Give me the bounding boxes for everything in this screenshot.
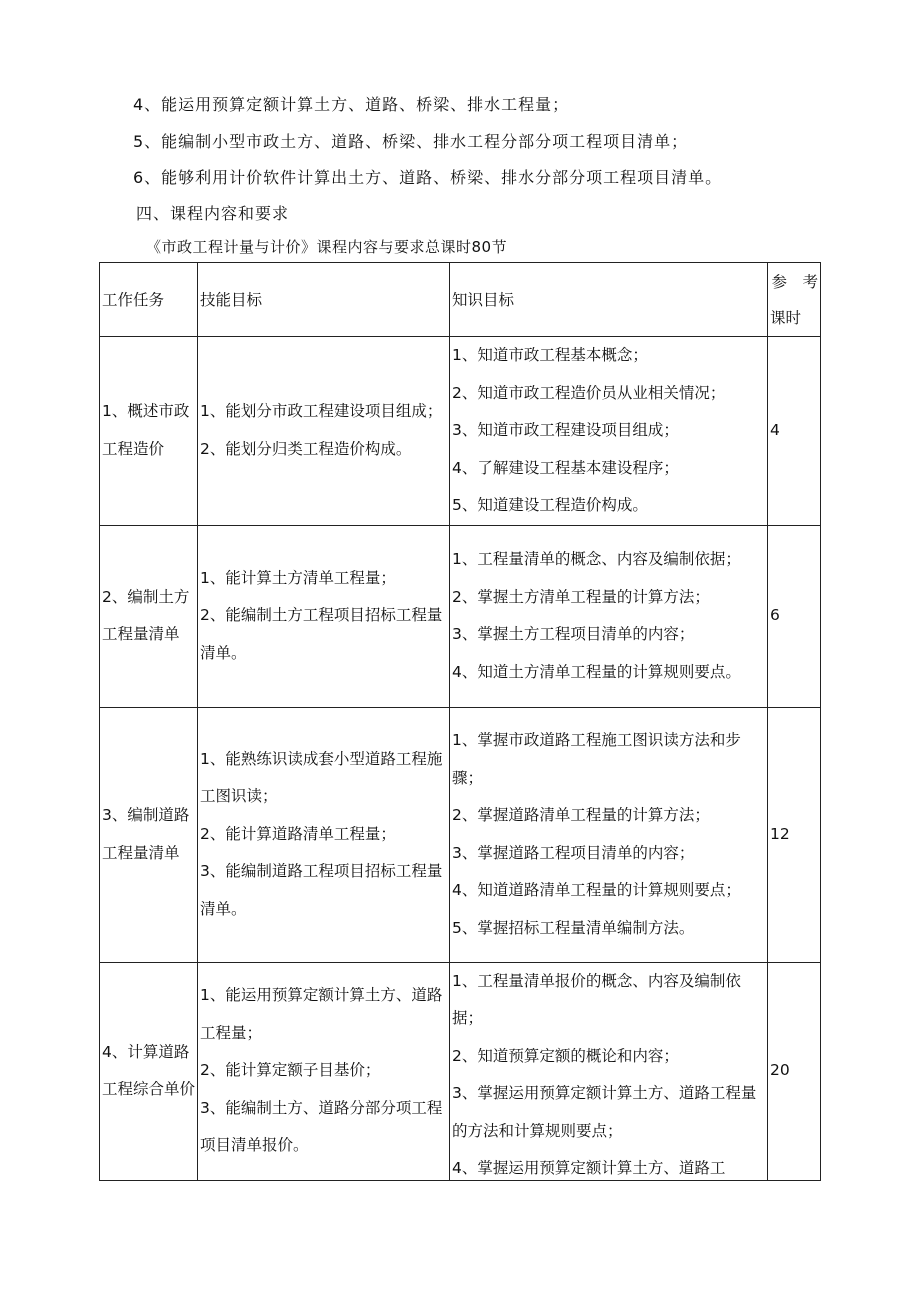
header-skill: 技能目标 [198,263,450,337]
knowledge-item: 2、知道市政工程造价员从业相关情况； [452,383,726,402]
skill-item: 1、能熟练识读成套小型道路工程施工图识读； [200,749,443,806]
knowledge-item: 3、掌握运用预算定额计算土方、道路工程量的方法和计算规则要点； [452,1084,757,1140]
hours-cell: 12 [768,707,821,962]
skill-item: 1、能计算土方清单工程量； [200,568,396,587]
skill-item: 3、能编制道路工程项目招标工程量清单。 [200,862,443,918]
table-row [100,525,821,707]
knowledge-item: 3、掌握土方工程项目清单的内容； [452,625,695,643]
knowledge-cell [450,707,768,962]
intro-item-6: 6、能够利用计价软件计算出土方、道路、桥梁、排水分部分项工程项目清单。 [133,168,723,187]
section-heading: 四、课程内容和要求 [136,204,290,223]
knowledge-item: 2、掌握道路清单工程量的计算方法； [452,806,710,824]
task-cell: 4、计算道路工程综合单价 [100,962,198,1180]
knowledge-item: 1、掌握市政道路工程施工图识读方法和步骤； [452,731,741,787]
header-knowledge: 知识目标 [450,263,768,337]
table-row [100,962,821,1180]
course-content-table [99,262,821,1181]
header-hours-line2: 课时 [770,308,802,327]
knowledge-item: 2、知道预算定额的概论和内容； [452,1046,679,1065]
skills-cell [198,525,450,707]
knowledge-cell [450,525,768,707]
intro-item-4: 4、能运用预算定额计算土方、道路、桥梁、排水工程量； [133,95,570,114]
knowledge-item: 1、工程量清单报价的概念、内容及编制依据； [452,971,741,1027]
skills-cell [198,337,450,526]
knowledge-item: 4、知道道路清单工程量的计算规则要点； [452,881,741,899]
header-hours-line1: 参 考 [771,272,818,291]
intro-item-5: 5、能编制小型市政土方、道路、桥梁、排水工程分部分项工程项目清单； [133,132,689,151]
knowledge-cell [450,337,768,526]
skill-item: 2、能计算定额子目基价； [200,1061,381,1080]
skills-cell [198,707,450,962]
hours-cell: 20 [768,962,821,1180]
knowledge-item: 5、掌握招标工程量清单编制方法。 [452,918,695,937]
table-row [100,707,821,962]
knowledge-item: 2、掌握土方清单工程量的计算方法； [452,587,710,606]
skill-item: 1、能运用预算定额计算土方、道路工程量； [200,986,443,1042]
knowledge-item: 4、了解建设工程基本建设程序； [452,458,679,477]
knowledge-item: 3、知道市政工程建设项目组成； [452,421,679,439]
knowledge-cell [450,962,768,1180]
knowledge-item: 5、知道建设工程造价构成。 [452,496,648,514]
header-hours [768,263,821,337]
table-header-row [100,263,821,337]
knowledge-item: 3、掌握道路工程项目清单的内容； [452,843,695,862]
header-task: 工作任务 [100,263,198,337]
skill-item: 2、能计算道路清单工程量； [200,824,396,843]
table-caption: 《市政工程计量与计价》课程内容与要求总课时80节 [146,238,508,256]
skill-item: 2、能编制土方工程项目招标工程量清单。 [200,606,443,662]
hours-cell: 4 [768,337,821,526]
skill-item: 2、能划分归类工程造价构成。 [200,439,412,458]
knowledge-item: 4、掌握运用预算定额计算土方、道路工 [452,1159,726,1177]
knowledge-item: 4、知道土方清单工程量的计算规则要点。 [452,662,741,681]
knowledge-item: 1、工程量清单的概念、内容及编制依据； [452,550,741,568]
task-cell: 1、概述市政工程造价 [100,337,198,526]
knowledge-item: 1、知道市政工程基本概念； [452,346,648,364]
hours-cell: 6 [768,525,821,707]
task-cell: 2、编制土方工程量清单 [100,525,198,707]
task-cell: 3、编制道路工程量清单 [100,707,198,962]
skill-item: 3、能编制土方、道路分部分项工程项目清单报价。 [200,1098,443,1155]
skills-cell [198,962,450,1180]
table-row [100,337,821,526]
skill-item: 1、能划分市政工程建设项目组成； [200,402,443,421]
